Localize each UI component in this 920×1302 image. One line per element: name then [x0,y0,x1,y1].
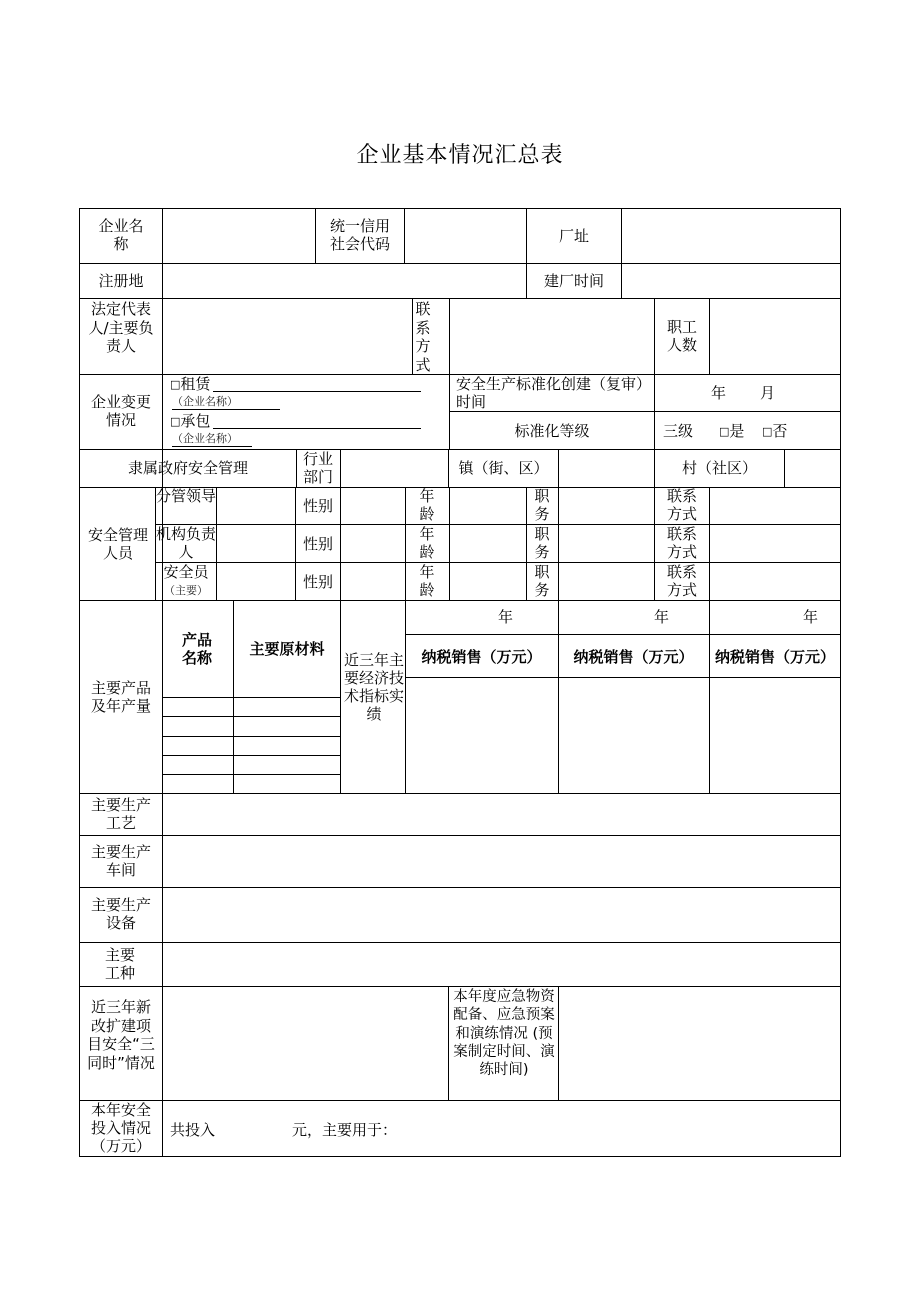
position-label: 职务 [534,487,550,523]
investment-label: 本年安全投入情况（万元） [90,1101,151,1155]
checkbox-icon[interactable]: □ [762,425,773,438]
company-name-field[interactable] [163,209,315,263]
checkbox-icon[interactable]: □ [170,378,181,391]
lease-company-hint: （企业名称） [172,395,238,408]
age-label: 年龄 [419,487,435,523]
factory-address-field[interactable] [622,209,840,263]
workshop-label: 主要生产车间 [90,843,151,879]
gender-label: 性别 [302,535,333,553]
col-divider [340,449,341,793]
row-divider [162,774,340,775]
main-use-field[interactable] [400,1104,838,1154]
checkbox-icon[interactable]: □ [719,425,730,438]
gov-safety-label: 隶属政府安全管理 [127,459,248,477]
row-divider [162,736,340,737]
build-time-label: 建厂时间 [543,272,604,290]
safety-staff-label: 安全管理人员 [87,526,148,562]
contact-field[interactable] [450,299,654,374]
lease-option[interactable] [170,375,210,395]
registration-field[interactable] [163,264,526,298]
row-divider [162,697,340,698]
row-divider [79,449,841,450]
registration-label: 注册地 [98,272,144,290]
col-divider [449,487,450,600]
build-time-field[interactable] [622,264,840,298]
contract-option[interactable] [170,412,210,432]
contract-underline [213,428,421,429]
role-officer-label: 安全员 [163,563,209,581]
equipment-label: 主要生产设备 [90,896,151,932]
col-divider [654,487,655,600]
lease-underline [213,391,421,392]
row-divider [162,755,340,756]
no-option[interactable] [762,422,787,442]
staff-count-label: 职工人数 [666,318,697,354]
col-divider [412,298,413,374]
contact-label: 联系方式 [415,300,431,374]
product-name-header: 产品名称 [181,631,212,667]
standardization-month-label: 月 [760,384,776,402]
lease-hint-underline [172,409,280,410]
col-divider [216,487,217,600]
tax-sales-header-3: 纳税销售（万元） [714,648,835,666]
row-divider [79,1100,841,1101]
emergency-field[interactable] [559,987,840,1100]
total-invest-field[interactable] [222,1118,288,1140]
year-label-3: 年 [803,608,819,626]
col-divider [315,208,316,263]
change-info-label: 企业变更情况 [90,393,151,429]
town-field[interactable] [559,450,654,487]
emergency-label: 本年度应急物资配备、应急预案和演练情况 (预案制定时间、演练时间) [453,989,555,1079]
credit-code-label: 统一信用社会代码 [329,217,390,253]
gender-label: 性别 [302,497,333,515]
col-divider [558,487,559,793]
yuan-main-use-label: 元，主要用于： [292,1121,398,1139]
equipment-field[interactable] [163,888,840,942]
role-leader-label: 分管领导 [156,487,217,505]
age-label: 年龄 [419,525,435,561]
col-divider [448,986,449,1100]
row-divider [162,716,340,717]
village-label: 村（社区） [681,459,757,477]
industry-dept-label: 行业部门 [302,450,333,486]
staff-contact-label: 联系方式 [666,563,697,599]
col-divider [233,600,234,793]
age-label: 年龄 [419,563,435,599]
row-divider [79,600,841,601]
staff-count-field[interactable] [710,299,840,374]
position-label: 职务 [534,525,550,561]
three-year-label: 近三年主要经济技术指标实绩 [344,651,405,723]
position-label: 职务 [534,563,550,599]
staff-contact-label: 联系方式 [666,487,697,523]
page-title: 企业基本情况汇总表 [356,143,564,168]
row-divider [155,562,841,563]
tax-sales-header-2: 纳税销售（万元） [573,648,694,666]
factory-address-label: 厂址 [558,227,589,245]
process-field[interactable] [163,794,840,835]
level-three-label: 三级 [663,422,694,440]
contract-hint-underline [172,446,252,447]
yes-label: 是 [729,422,745,440]
company-name-label: 企业名称 [98,217,144,253]
raw-material-header: 主要原材料 [249,640,325,658]
col-divider [405,487,406,793]
col-divider [526,487,527,600]
checkbox-icon[interactable]: □ [170,415,181,428]
contract-label: 承包 [180,412,211,430]
gender-label: 性别 [302,573,333,591]
yes-option[interactable] [719,422,744,442]
row-divider [405,677,841,678]
legal-rep-label: 法定代表人/主要负责人 [88,300,154,355]
town-label: 镇（街、区） [458,459,549,477]
row-divider [155,524,841,525]
standardization-year-label: 年 [711,384,727,402]
job-types-label: 主要工种 [104,946,135,982]
role-officer-main-note: （主要） [164,584,208,597]
standard-level-label: 标准化等级 [514,422,590,440]
col-divider [654,298,655,449]
process-label: 主要生产工艺 [90,796,151,832]
legal-rep-field[interactable] [163,299,412,374]
village-field[interactable] [785,450,840,487]
year-label-2: 年 [654,608,670,626]
tax-sales-header-1: 纳税销售（万元） [421,648,542,666]
three-same-label: 近三年新改扩建项目安全“三同时”情况 [87,998,155,1072]
col-divider [296,449,297,487]
products-label: 主要产品及年产量 [90,679,151,715]
staff-contact-label: 联系方式 [666,525,697,561]
no-label: 否 [772,422,788,440]
row-divider [449,411,841,412]
col-divider [709,487,710,793]
role-head-label: 机构负责人 [156,525,217,561]
job-types-field[interactable] [163,943,840,986]
credit-code-field[interactable] [405,209,526,263]
year-label-1: 年 [498,608,514,626]
three-same-field[interactable] [163,987,448,1100]
industry-dept-field[interactable] [341,450,448,487]
standardization-time-label: 安全生产标准化创建（复审）时间 [456,375,652,411]
workshop-field[interactable] [163,836,840,887]
lease-label: 租赁 [180,375,211,393]
row-divider [405,634,841,635]
contract-company-hint: （企业名称） [172,432,238,445]
total-invest-label: 共投入 [170,1121,216,1139]
